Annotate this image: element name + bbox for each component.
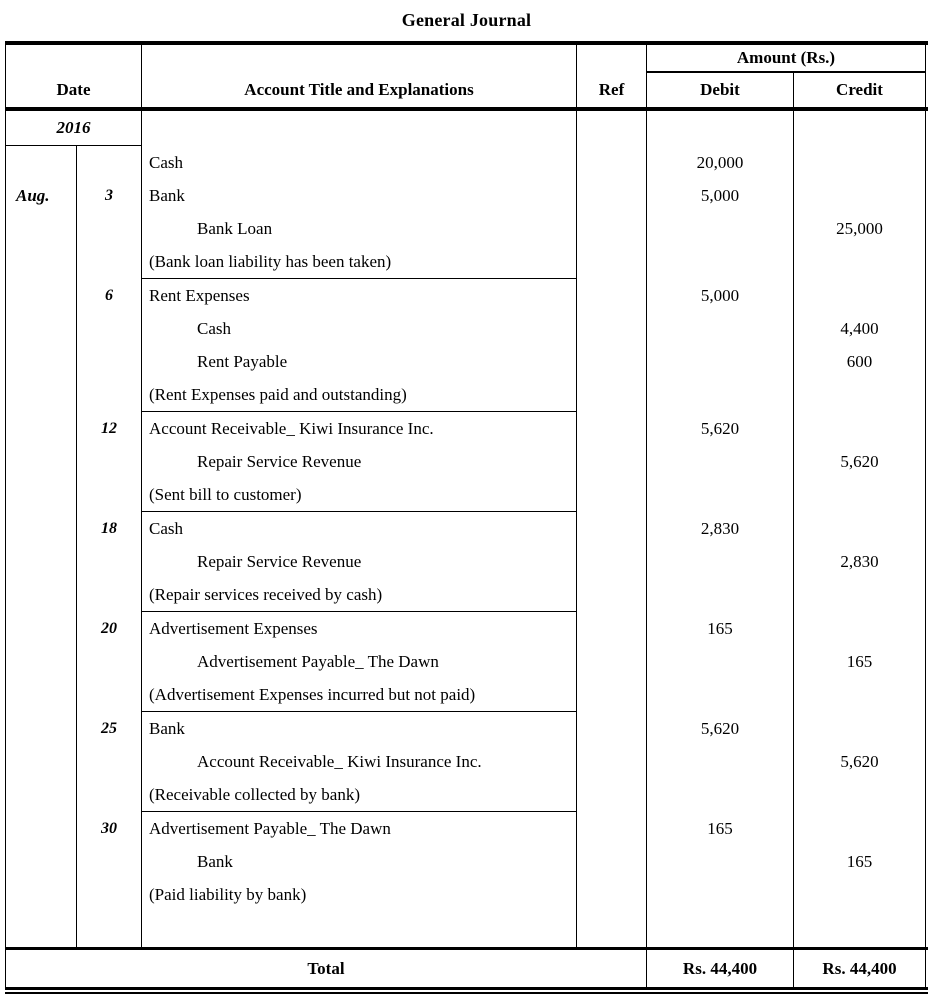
- ref-cell: [577, 146, 647, 279]
- ref-column-header: Ref: [577, 73, 647, 107]
- spacer-line: [6, 878, 76, 911]
- spacer-line: [77, 645, 141, 678]
- journal-entries: [5, 146, 928, 947]
- account-line: Bank: [149, 185, 185, 205]
- account-line: Repair Service Revenue: [197, 451, 362, 471]
- spacer-line: [647, 445, 793, 478]
- date-column-header: Date: [5, 73, 142, 107]
- credit-cell: [794, 146, 926, 279]
- spacer-line: [77, 778, 141, 811]
- debit-amount: 20,000: [696, 152, 744, 172]
- spacer-line: [794, 878, 925, 911]
- journal-entry-row: [5, 612, 928, 712]
- total-label: Total: [5, 950, 647, 987]
- month-cell: [5, 412, 77, 512]
- spacer-line: [794, 812, 925, 845]
- journal-entry-row: [5, 146, 928, 279]
- month-cell: [5, 712, 77, 812]
- general-journal-table: [5, 41, 928, 994]
- spacer-line: [6, 212, 76, 245]
- spacer-line: [647, 478, 793, 511]
- account-line: Account Receivable_ Kiwi Insurance Inc.: [197, 751, 482, 771]
- spacer-line: [77, 212, 141, 245]
- spacer-line: [77, 845, 141, 878]
- debit-cell: [647, 512, 794, 612]
- spacer-line: [794, 179, 925, 212]
- empty-cell: [577, 111, 647, 146]
- spacer-line: [794, 245, 925, 278]
- ref-cell: [577, 279, 647, 412]
- day-cell: [77, 712, 142, 812]
- account-line: Rent Payable: [197, 351, 288, 371]
- credit-amount: 600: [846, 351, 873, 371]
- spacer-line: [647, 545, 793, 578]
- month-cell: [5, 512, 77, 612]
- empty-header-cell: [142, 45, 577, 73]
- account-cell: [142, 612, 577, 712]
- spacer-line: [6, 612, 76, 645]
- spacer-line: [77, 345, 141, 378]
- journal-entry-row: [5, 412, 928, 512]
- spacer-line: [794, 378, 925, 411]
- month-cell: [5, 146, 77, 279]
- spacer-line: [647, 645, 793, 678]
- year-cell: [5, 111, 142, 146]
- explanation-line: (Repair services received by cash): [149, 584, 383, 604]
- day-cell: [77, 612, 142, 712]
- spacer-line: [647, 845, 793, 878]
- journal-entry-row: [5, 712, 928, 812]
- debit-column-header: Debit: [647, 73, 794, 107]
- debit-amount: 165: [707, 818, 733, 838]
- spacer-line: [794, 478, 925, 511]
- spacer-line: [794, 512, 925, 545]
- ref-cell: [577, 712, 647, 812]
- entry-month: Aug.: [16, 185, 50, 205]
- account-cell: [142, 146, 577, 279]
- debit-cell: [647, 812, 794, 911]
- spacer-line: [6, 279, 76, 312]
- spacer-line: [794, 678, 925, 711]
- ref-cell: [577, 412, 647, 512]
- spacer-line: [6, 512, 76, 545]
- credit-amount: 5,620: [840, 751, 879, 771]
- spacer-line: [77, 378, 141, 411]
- debit-cell: [647, 279, 794, 412]
- debit-amount: 165: [707, 618, 733, 638]
- spacer-line: [647, 745, 793, 778]
- empty-cell: [77, 911, 142, 947]
- account-line: Cash: [149, 152, 183, 172]
- spacer-line: [794, 146, 925, 179]
- entry-day: 30: [101, 819, 117, 837]
- header-row-amount-group: [5, 45, 928, 73]
- spacer-line: [6, 412, 76, 445]
- account-line: Advertisement Payable_ The Dawn: [197, 651, 439, 671]
- credit-cell: [794, 812, 926, 911]
- spacer-line: [77, 678, 141, 711]
- empty-cell: [647, 111, 794, 146]
- spacer-line: [794, 279, 925, 312]
- debit-cell: [647, 712, 794, 812]
- spacer-line: [794, 778, 925, 811]
- spacer-line: [6, 645, 76, 678]
- empty-cell: [142, 111, 577, 146]
- account-line: Advertisement Payable_ The Dawn: [149, 818, 391, 838]
- empty-cell: [142, 911, 577, 947]
- spacer-line: [6, 712, 76, 745]
- credit-cell: [794, 612, 926, 712]
- account-column-header: Account Title and Explanations: [142, 73, 577, 107]
- spacer-line: [77, 312, 141, 345]
- day-cell: [77, 512, 142, 612]
- explanation-line: (Receivable collected by bank): [149, 784, 360, 804]
- debit-cell: [647, 612, 794, 712]
- spacer-line: [77, 146, 141, 179]
- spacer-line: [6, 678, 76, 711]
- spacer-line: [794, 712, 925, 745]
- spacer-line: [647, 378, 793, 411]
- credit-amount: 4,400: [840, 318, 879, 338]
- spacer-line: [77, 745, 141, 778]
- account-cell: [142, 512, 577, 612]
- ref-cell: [577, 612, 647, 712]
- spacer-line: [647, 312, 793, 345]
- ref-cell: [577, 512, 647, 612]
- spacer-line: [77, 878, 141, 911]
- account-line: Bank: [197, 851, 233, 871]
- ref-cell: [577, 812, 647, 911]
- credit-amount: 2,830: [840, 551, 879, 571]
- spacer-line: [77, 445, 141, 478]
- spacer-line: [6, 345, 76, 378]
- credit-cell: [794, 412, 926, 512]
- month-cell: [5, 279, 77, 412]
- spacer-line: [647, 212, 793, 245]
- spacer-line: [6, 545, 76, 578]
- account-line: Cash: [197, 318, 231, 338]
- spacer-line: [6, 478, 76, 511]
- spacer-line: [647, 778, 793, 811]
- spacer-line: [6, 778, 76, 811]
- day-cell: [77, 146, 142, 279]
- entry-day: 12: [101, 419, 117, 437]
- page-title: General Journal: [401, 10, 532, 30]
- account-line: Bank: [149, 718, 185, 738]
- credit-amount: 165: [846, 851, 873, 871]
- journal-entry-row: [5, 512, 928, 612]
- credit-cell: [794, 512, 926, 612]
- spacer-line: [77, 578, 141, 611]
- empty-header-cell: [577, 45, 647, 73]
- debit-amount: 5,000: [700, 285, 740, 305]
- entry-day: 20: [101, 619, 117, 637]
- spacer-line: [6, 745, 76, 778]
- spacer-line: [6, 245, 76, 278]
- spacer-line: [77, 245, 141, 278]
- debit-amount: 2,830: [700, 518, 740, 538]
- filler-row: [5, 911, 928, 947]
- empty-header-cell: [5, 45, 142, 73]
- spacer-line: [647, 345, 793, 378]
- spacer-line: [6, 445, 76, 478]
- spacer-line: [6, 812, 76, 845]
- account-line: Bank Loan: [197, 218, 273, 238]
- spacer-line: [6, 312, 76, 345]
- journal-entry-row: [5, 279, 928, 412]
- empty-cell: [5, 911, 77, 947]
- year-row: [5, 111, 928, 146]
- entry-day: 25: [101, 719, 117, 737]
- entry-day: 6: [105, 286, 113, 304]
- spacer-line: [6, 378, 76, 411]
- bottom-rule-thin: [5, 992, 928, 994]
- spacer-line: [77, 545, 141, 578]
- spacer-line: [647, 678, 793, 711]
- debit-cell: [647, 412, 794, 512]
- month-cell: [5, 812, 77, 911]
- empty-cell: [647, 911, 794, 947]
- year-label: 2016: [56, 118, 91, 137]
- journal-entry-row: [5, 812, 928, 911]
- spacer-line: [794, 412, 925, 445]
- empty-cell: [794, 911, 926, 947]
- account-line: Repair Service Revenue: [197, 551, 362, 571]
- spacer-line: [647, 878, 793, 911]
- month-cell: [5, 612, 77, 712]
- amount-group-header: Amount (Rs.): [647, 45, 926, 73]
- entry-day: 3: [105, 186, 113, 204]
- spacer-line: [794, 612, 925, 645]
- spacer-line: [6, 845, 76, 878]
- empty-cell: [577, 911, 647, 947]
- debit-amount: 5,620: [700, 718, 740, 738]
- debit-cell: [647, 146, 794, 279]
- debit-amount: 5,620: [700, 418, 740, 438]
- explanation-line: (Rent Expenses paid and outstanding): [149, 384, 407, 404]
- total-debit-amount: Rs. 44,400: [647, 950, 794, 987]
- credit-amount: 165: [846, 651, 873, 671]
- total-credit-amount: Rs. 44,400: [794, 950, 926, 987]
- day-cell: [77, 412, 142, 512]
- day-cell: [77, 279, 142, 412]
- account-cell: [142, 412, 577, 512]
- spacer-line: [6, 578, 76, 611]
- total-row: [5, 950, 928, 987]
- explanation-line: (Advertisement Expenses incurred but not paid): [149, 684, 476, 704]
- explanation-line: (Sent bill to customer): [149, 484, 302, 504]
- header-row-columns: [5, 73, 928, 107]
- spacer-line: [647, 245, 793, 278]
- explanation-line: (Paid liability by bank): [149, 884, 307, 904]
- credit-column-header: Credit: [794, 73, 926, 107]
- account-line: Cash: [149, 518, 183, 538]
- spacer-line: [77, 478, 141, 511]
- spacer-line: [647, 578, 793, 611]
- account-cell: [142, 712, 577, 812]
- spacer-line: [6, 146, 76, 179]
- entry-day: 18: [101, 519, 117, 537]
- spacer-line: [794, 578, 925, 611]
- debit-amount: 5,000: [700, 185, 740, 205]
- account-line: Advertisement Expenses: [149, 618, 318, 638]
- credit-amount: 25,000: [836, 218, 883, 238]
- day-cell: [77, 812, 142, 911]
- credit-cell: [794, 712, 926, 812]
- empty-cell: [794, 111, 926, 146]
- account-line: Rent Expenses: [149, 285, 250, 305]
- explanation-line: (Bank loan liability has been taken): [149, 251, 392, 271]
- account-cell: [142, 279, 577, 412]
- account-cell: [142, 812, 577, 911]
- credit-cell: [794, 279, 926, 412]
- credit-amount: 5,620: [840, 451, 879, 471]
- account-line: Account Receivable_ Kiwi Insurance Inc.: [149, 418, 434, 438]
